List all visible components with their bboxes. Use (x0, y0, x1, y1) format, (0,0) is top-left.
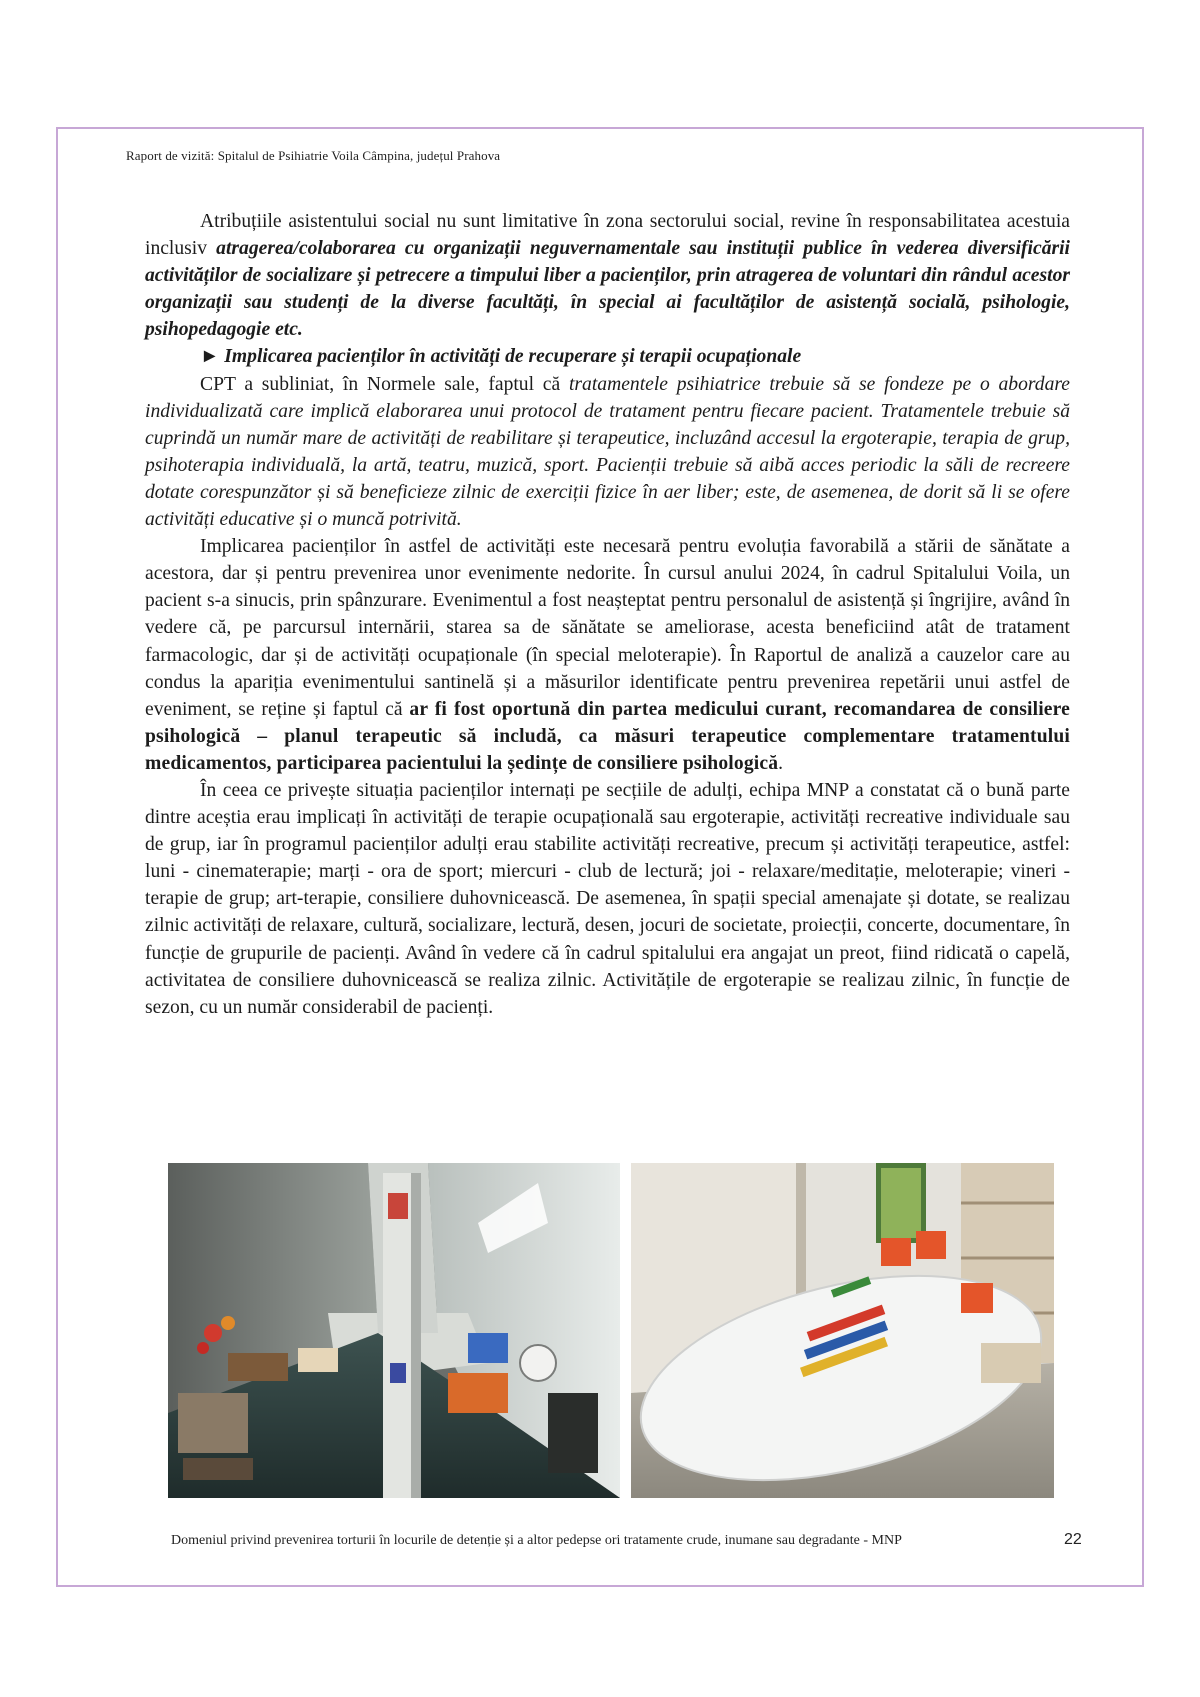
paragraph-incident (145, 533, 1070, 777)
paragraph-intro: Atribuțiile asistentului social nu sunt limitative în zona sectorului social, revine în responsabilitatea acestuia inclusiv (145, 211, 1070, 260)
paragraph-social-worker (145, 208, 1070, 343)
paragraph-adult-activities: În ceea ce privește situația pacienților internați pe secțiile de adulți, echipa MNP a constatat că o bună parte dintre aceștia erau implicați în activități de terapie ocupațională sau ergoterapie, activități recreative individuale sau de grup, iar în programul pacienților adulți erau stabilite activități recreative, precum și activități terapeutice, astfel: luni - cinematerapie; marți - ora de sport; miercuri - club de lectură; joi - relaxare/meditație, meloterapie; vineri - terapie de grup; art-terapie, consiliere duhovnicească. De asemenea, în spații special amenajate și dotate, se realizau zilnic activități de relaxare, cultură, socializare, lectură, desen, jocuri de societate, proiecții, concerte, documentare, în funcție de grupurile de pacienți. Având în vedere că în cadrul spitalului era angajat un preot, fiind ridicată o capelă, activitatea de consiliere duhovnicească se realiza zilnic. Activitățile de ergoterapie se realizau zilnic, în funcție de sezon, cu un număr considerabil de pacienți. (145, 779, 1070, 1018)
photo-recreation-room (168, 1163, 620, 1498)
running-header: Raport de vizită: Spitalul de Psihiatrie Voila Câmpina, județul Prahova (126, 148, 501, 163)
section-heading (145, 343, 1070, 370)
document-body (145, 208, 1070, 1021)
paragraph-intro: Implicarea pacienților în astfel de activități este necesară pentru evoluția favorabilă a stării de sănătate a acestora, dar și pentru prevenirea unor evenimente nedorite. În cursul anului 2024, în cadrul Spitalului Voila, un pacient s-a sinucis, prin spânzurare. Evenimentul a fost neașteptat pentru personalul de asistență și îngrijire, având în vedere că, pe parcursul internării, starea sa de sănătate se ameliorase, acesta beneficiind atât de tratament farmacologic, dar și de activități ocupaționale (în special meloterapie). În Raportul de analiză a cauzelor care au condus la apariția evenimentului santinelă și a măsurilor identificate pentru prevenirea repetării unui astfel de eveniment, se reține și faptul că (145, 536, 1070, 720)
paragraph-intro: CPT a subliniat, în Normele sale, faptul că (200, 373, 569, 395)
recreation-room-image (168, 1163, 620, 1498)
page-number: 22 (1064, 1531, 1082, 1548)
paragraph-bold-recommendation: ar fi fost oportună din partea medicului curant, recomandarea de consiliere psihologică – planul terapeutic să includă, ca măsuri terapeutice complementare tratamentului medicamentos, participarea pacientului la ședințe de consiliere psihologică (145, 698, 1070, 774)
paragraph-quote: tratamentele psihiatrice trebuie să se fondeze pe o abordare individualizată care implică elaborarea unui protocol de tratament pentru fiecare pacient. Tratamentele trebuie să cuprindă un număr mare de activități de reabilitare și terapeutice, incluzând accesul la ergoterapie, terapia de grup, psihoterapia individuală, la artă, teatru, muzică, sport. Pacienții trebuie să aibă acces periodic la săli de recreere dotate corespunzător și să beneficieze zilnic de exerciții fizice în aer liber; este, de asemenea, de dorit să li se ofere activități educative și o muncă potrivită. (145, 373, 1070, 531)
running-footer: Domeniul privind prevenirea torturii în locurile de detenție și a altor pedepse ori tratamente crude, inumane sau degradante - MNP (171, 1533, 902, 1548)
photo-meeting-room (631, 1163, 1054, 1498)
meeting-room-image (631, 1163, 1054, 1498)
paragraph-emphasis: atragerea/colaborarea cu organizații neguvernamentale sau instituții publice în vederea diversificării activităților de socializare și petrecere a timpului liber a pacienților, prin atragerea de voluntari din rândul acestor organizații sau studenți de la diverse facultăți, în special ai facultăților de asistență socială, psihologie, psihopedagogie etc. (145, 238, 1070, 341)
paragraph-cpt (145, 371, 1070, 534)
section-heading-text: Implicarea pacienților în activități de recuperare și terapii ocupaționale (219, 346, 802, 368)
triangle-bullet-icon: ► (200, 346, 220, 368)
paragraph-end: . (778, 752, 784, 774)
